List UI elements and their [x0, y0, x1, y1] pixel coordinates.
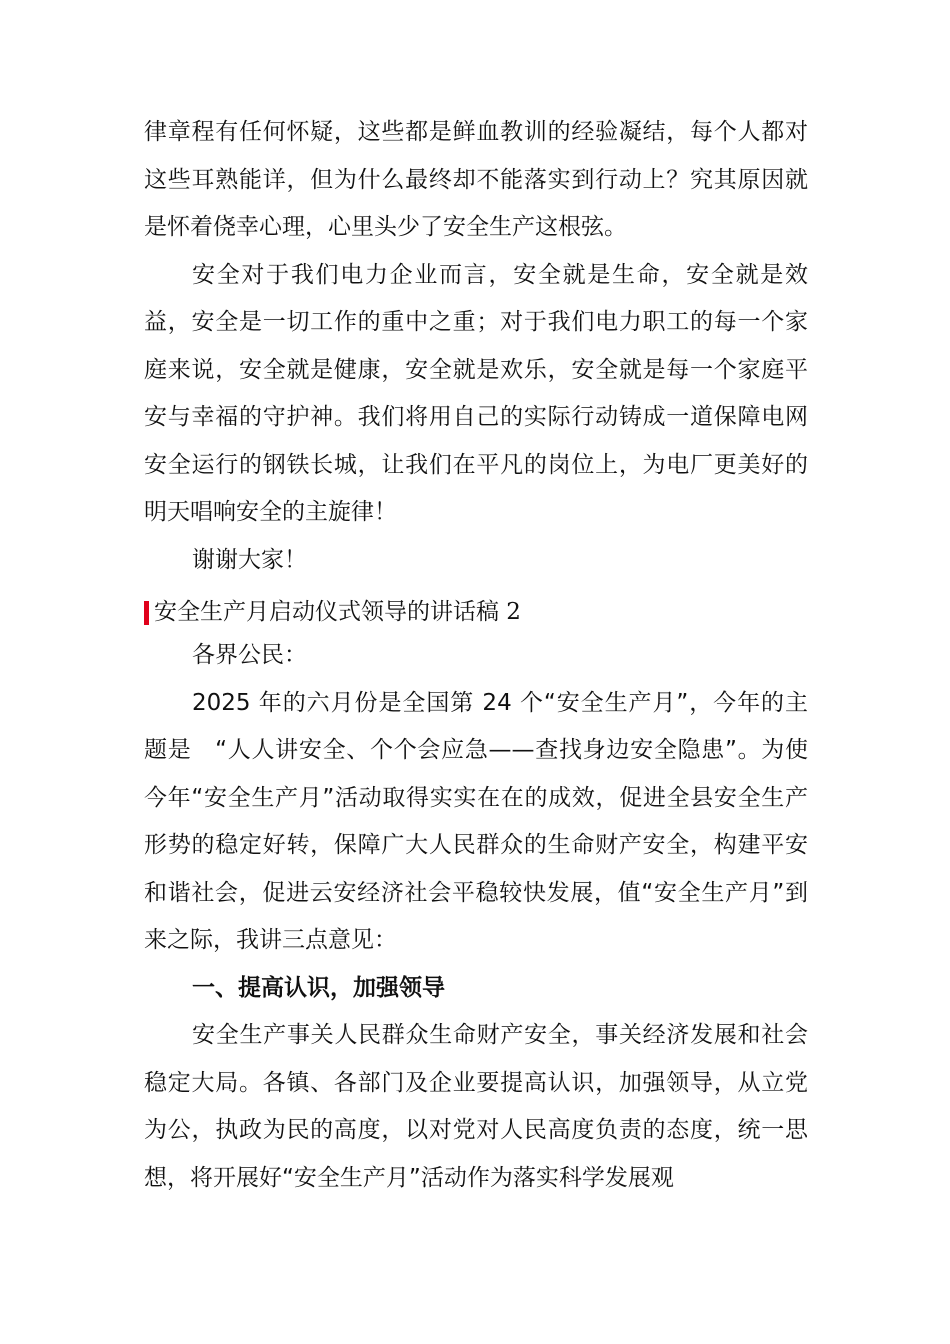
document-page	[144, 109, 808, 1202]
paragraph-intro: 2025 年的六月份是全国第 24 个“安全生产月”，今年的主题是 “人人讲安全、个个会应急——查找身边安全隐患”。为使今年“安全生产月”活动取得实实在在的成效，促进全县安全生产形势的稳定好转，保障广大人民群众的生命财产安全，构建平安和谐社会，促进云安经济社会平稳较快发展，值“安全生产月”到来之际，我讲三点意见：	[144, 689, 808, 953]
paragraph-thanks: 谢谢大家！	[192, 546, 307, 573]
section-heading-text: 安全生产月启动仪式领导的讲话稿 2	[154, 599, 521, 625]
heading-marker-icon	[144, 601, 149, 625]
subheading-1: 一、提高认识，加强领导	[192, 974, 445, 1001]
paragraph-safety-importance: 安全对于我们电力企业而言，安全就是生命，安全就是效益，安全是一切工作的重中之重；对于我们电力职工的每一个家庭来说，安全就是健康，安全就是欢乐，安全就是每一个家庭平安与幸福的守护神。我们将用自己的实际行动铸成一道保障电网安全运行的钢铁长城，让我们在平凡的岗位上，为电厂更美好的明天唱响安全的主旋律！	[144, 261, 808, 525]
section-heading	[144, 592, 808, 632]
paragraph-salutation: 各界公民：	[192, 642, 307, 668]
paragraph-continued: 律章程有任何怀疑，这些都是鲜血教训的经验凝结，每个人都对这些耳熟能详，但为什么最终却不能落实到行动上？究其原因就是怀着侥幸心理，心里头少了安全生产这根弦。	[144, 119, 808, 240]
paragraph-body-1: 安全生产事关人民群众生命财产安全，事关经济发展和社会稳定大局。各镇、各部门及企业要提高认识，加强领导，从立党为公，执政为民的高度，以对党对人民高度负责的态度，统一思想，将开展好“安全生产月”活动作为落实科学发展观	[144, 1022, 808, 1191]
